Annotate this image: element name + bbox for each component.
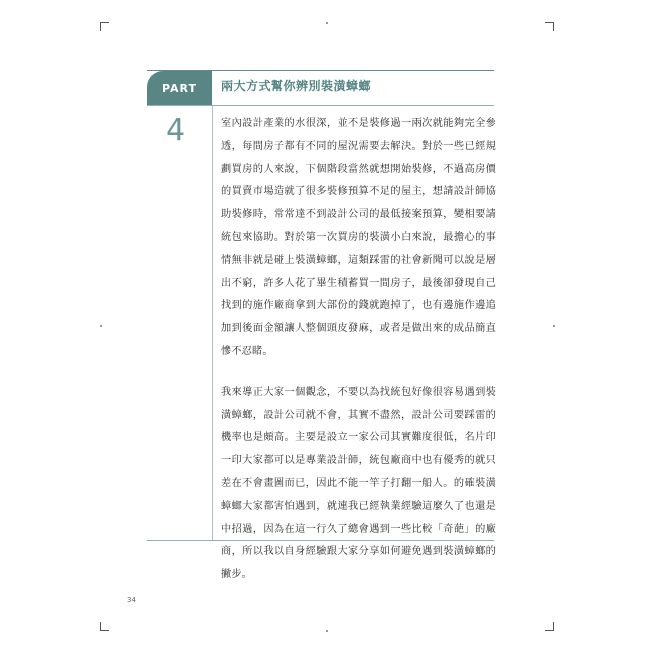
section-title: 兩大方式幫你辨別裝潢蟑螂 <box>221 79 372 93</box>
registration-dot-top <box>326 22 328 24</box>
column-divider <box>212 106 213 540</box>
body-text <box>221 113 496 587</box>
paragraph: 室內設計產業的水很深，並不是裝修過一兩次就能夠完全參透，每間房子都有不同的屋況需要去解決。對於一些已經規劃買房的人來說，下個階段當然就想開始裝修，不過高房價的買賣市場造就了很多裝修預算不足的屋主，想請設計師協助裝修時，常常達不到設計公司的最低接案預算，變相要請統包來協助。對於第一次買房的裝潢小白來說，最擔心的事情無非就是碰上裝潢蟑螂，這類踩雷的社會新聞可以說是層出不窮，許多人花了畢生積蓄買一間房子，最後卻發現自己找到的施作廠商拿到大部份的錢就跑掉了，也有邊施作邊追加到後面金額讓人整個頭皮發麻，或者是做出來的成品簡直慘不忍睹。 <box>221 118 496 357</box>
crop-mark-top-right <box>545 22 554 31</box>
crop-mark-bottom-right <box>545 622 554 631</box>
part-tab <box>147 71 212 105</box>
registration-dot-left <box>100 325 102 327</box>
crop-mark-bottom-left <box>100 622 109 631</box>
header-bottom-rule <box>147 105 494 106</box>
crop-mark-top-left <box>100 22 109 31</box>
registration-dot-right <box>553 325 555 327</box>
section-number: 4 <box>166 113 186 148</box>
paragraph: 我來導正大家一個觀念，不要以為找統包好像很容易遇到裝潢蟑螂，設計公司就不會，其實不盡然，設計公司要踩雷的機率也是頗高。主要是設立一家公司其實難度很低，名片印一印大家都可以是專業設計師，統包廠商中也有優秀的就只差在不會畫圖而已，因此不能一竿子打翻一船人。的確裝潢蟑螂大家都害怕遇到，就連我已經執業經驗這麼久了也還是中招過，因為在這一行久了總會遇到一些比較「奇葩」的廠商，所以我以自身經驗跟大家分享如何避免遇到裝潢蟑螂的撇步。 <box>221 386 496 581</box>
part-label: PART <box>161 81 198 95</box>
registration-dot-bottom <box>326 630 328 632</box>
page-number: 34 <box>127 596 136 604</box>
footer-rule <box>147 540 494 541</box>
